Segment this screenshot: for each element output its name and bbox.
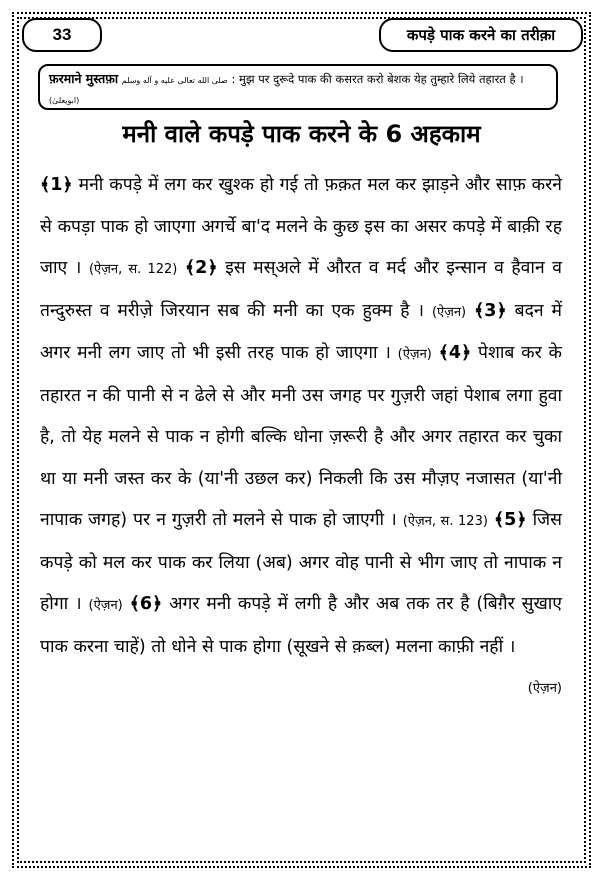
ruling-reference-6: (ऐज़न) xyxy=(527,681,562,696)
ruling-text-5: जिस कपड़े को मल कर पाक कर लिया (अब) अगर वोह पानी से भीग जाए तो नापाक न होगा । xyxy=(40,510,562,614)
notice-source: (ابویعلیٰ) xyxy=(49,96,80,105)
notice-brand: फ़रमाने मुस्तफ़ा xyxy=(49,71,119,86)
ruling-text-2: इस मस्अले में औरत व मर्द और इन्सान व हैवान व तन्दुरुस्त व मरीज़े जिरयान सब की मनी का एक हुक्म है । xyxy=(40,258,562,321)
ruling-reference-2: (ऐज़न) xyxy=(431,304,467,320)
notice-text: : मुझ पर दुरूदे पाक की कसरत करो बेशक येह तुम्हारे लिये तहारत है । xyxy=(231,72,524,86)
ruling-number-2: ﴾2﴿ xyxy=(184,258,218,278)
page-number: 33 xyxy=(22,18,102,52)
rulings-text xyxy=(40,165,562,710)
section-heading: मनी वाले कपड़े पाक करने के 6 अहकाम xyxy=(122,120,481,148)
ruling-reference-5: (ऐज़न) xyxy=(88,598,123,613)
ruling-reference-1: (ऐज़न, स. 122) xyxy=(88,262,178,277)
ruling-text-4: पेशाब कर के तहारत न की पानी से न ढेले से और मनी उस जगह पर गुज़री जहां पेशाब लगा हुवा है, तो येह मलने से पाक न होगी बल्कि धोना ज़रूरी है और अगर तहारत कर चुका था या मनी जस्त कर के (या'नी उछल कर) निकली कि उस मौज़ए नजासत (या'नी नापाक जगह) पर न गुज़री तो मलने से पाक हो जाएगी । xyxy=(40,343,562,530)
ruling-reference-3: (ऐज़न) xyxy=(397,347,432,362)
ruling-number-4: ﴾4﴿ xyxy=(438,343,472,363)
ruling-text-6: अगर मनी कपड़े में लगी है और अब तक तर है (बिग़ैर सुखाए पाक करना चाहें) तो धोने से पाक होगा (सूखने से क़ब्ल) मलना काफ़ी नहीं । xyxy=(40,594,562,657)
ruling-number-5: ﴾5﴿ xyxy=(493,510,527,530)
ruling-text-1: मनी कपड़े में लग कर खुश्क हो गई तो फ़क़त मल कर झाड़ने और साफ़ करने से कपड़ा पाक हो जाएगा अगर्चे बा'द मलने के कुछ इस का असर कपड़े में बाक़ी रह जाए । xyxy=(40,175,562,278)
ruling-number-3: ﴾3﴿ xyxy=(474,300,507,321)
page-header xyxy=(0,0,603,50)
running-title: कपड़े पाक करने का तरीक़ा xyxy=(379,18,583,52)
ruling-text-3: बदन में अगर मनी लग जाए तो भी इसी तरह पाक हो जाएगा । xyxy=(40,300,562,363)
ruling-number-6: ﴾6﴿ xyxy=(129,594,163,614)
ruling-reference-4: (ऐज़न, स. 123) xyxy=(402,514,488,529)
closing-line xyxy=(40,668,562,710)
ruling-number-1: ﴾1﴿ xyxy=(40,175,73,195)
notice-salutation: صلى الله تعالى عليه و آله وسلم xyxy=(121,76,228,85)
hadith-notice-box xyxy=(38,64,558,110)
